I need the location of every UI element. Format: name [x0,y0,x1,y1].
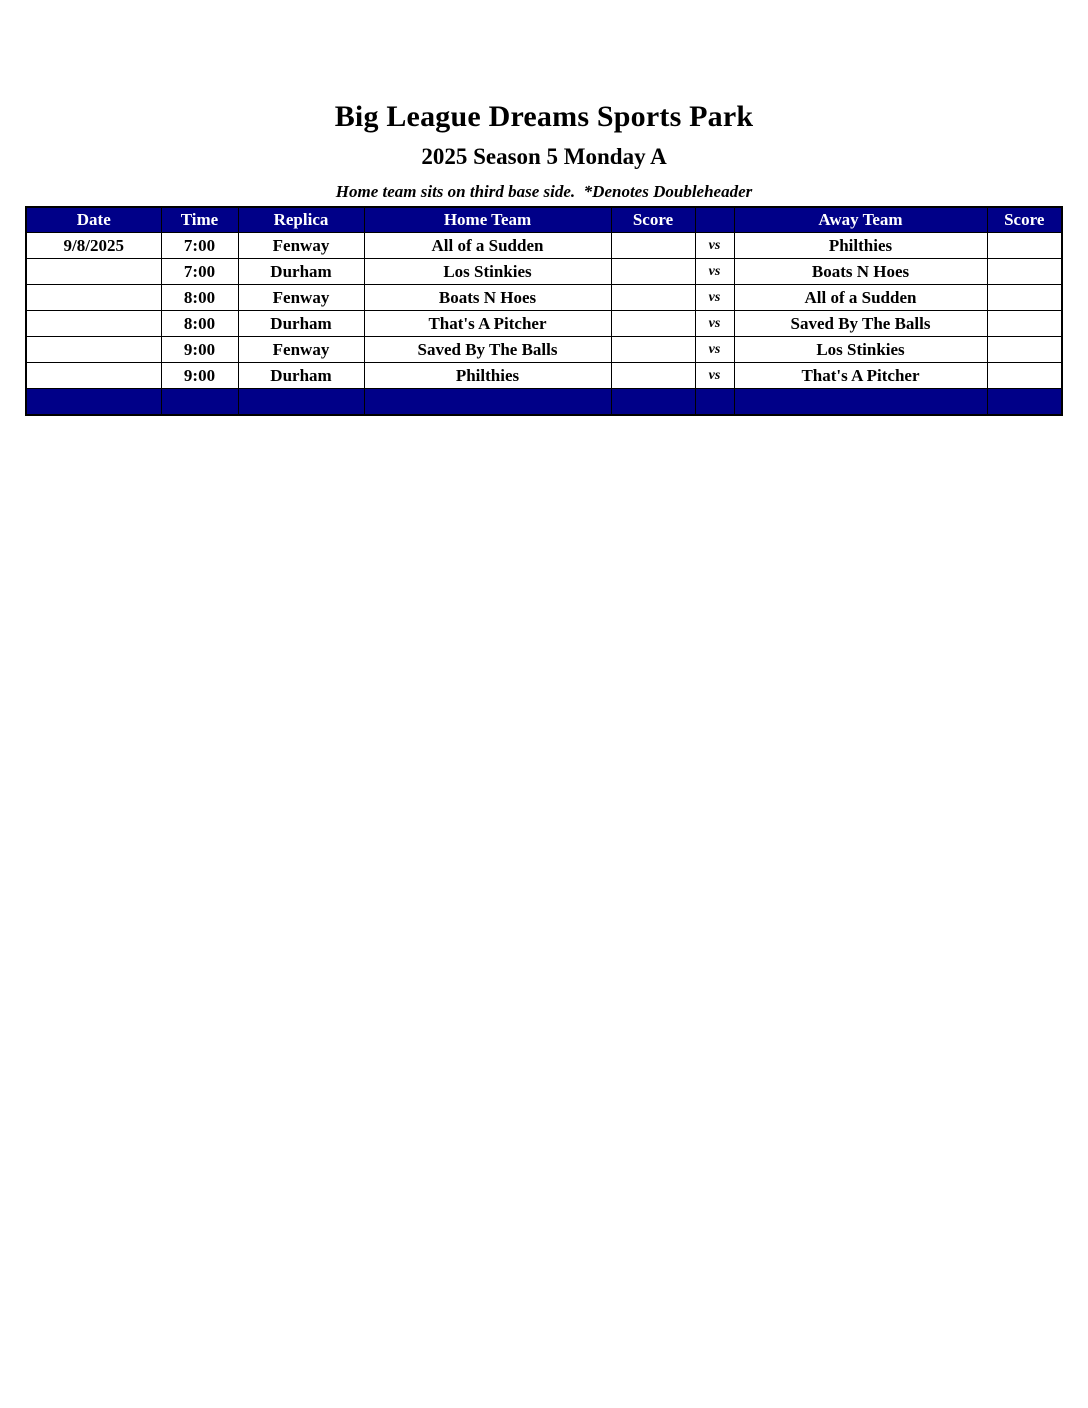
cell-away-team: Boats N Hoes [734,259,987,285]
header-row [26,207,1062,233]
cell-replica: Fenway [238,233,364,259]
footer-cell-away-team [734,389,987,416]
cell-time: 8:00 [161,311,238,337]
cell-date [26,363,161,389]
table-row [26,285,1062,311]
cell-away-score [987,233,1062,259]
col-header-date: Date [26,207,161,233]
cell-replica: Durham [238,363,364,389]
cell-replica: Fenway [238,285,364,311]
footer-cell-home-score [611,389,695,416]
cell-home-team: Boats N Hoes [364,285,611,311]
cell-time: 9:00 [161,337,238,363]
table-row [26,311,1062,337]
col-header-home-team: Home Team [364,207,611,233]
cell-away-team: That's A Pitcher [734,363,987,389]
schedule-table [25,206,1063,416]
cell-home-team: Los Stinkies [364,259,611,285]
page-note: Home team sits on third base side. *Denotes Doubleheader [335,182,753,201]
page-title: Big League Dreams Sports Park [334,100,754,133]
cell-home-team: All of a Sudden [364,233,611,259]
footer-filler-row [26,389,1062,416]
footer-cell-home-team [364,389,611,416]
col-header-away-team: Away Team [734,207,987,233]
cell-date [26,285,161,311]
cell-home-score [611,259,695,285]
cell-home-score [611,337,695,363]
cell-replica: Fenway [238,337,364,363]
cell-replica: Durham [238,311,364,337]
table-row [26,337,1062,363]
col-header-home-score: Score [611,207,695,233]
cell-time: 9:00 [161,363,238,389]
table-row [26,259,1062,285]
table-body [26,233,1062,416]
cell-vs: vs [695,311,734,337]
cell-vs: vs [695,363,734,389]
cell-replica: Durham [238,259,364,285]
cell-date: 9/8/2025 [26,233,161,259]
cell-away-score [987,363,1062,389]
cell-time: 7:00 [161,259,238,285]
cell-home-team: Saved By The Balls [364,337,611,363]
cell-date [26,259,161,285]
cell-time: 8:00 [161,285,238,311]
cell-home-score [611,233,695,259]
cell-home-team: Philthies [364,363,611,389]
cell-vs: vs [695,285,734,311]
table-row [26,233,1062,259]
cell-away-team: Saved By The Balls [734,311,987,337]
cell-away-score [987,337,1062,363]
cell-away-score [987,311,1062,337]
page-subtitle: 2025 Season 5 Monday A [421,144,667,169]
col-header-vs [695,207,734,233]
cell-home-score [611,363,695,389]
cell-time: 7:00 [161,233,238,259]
cell-away-team: All of a Sudden [734,285,987,311]
footer-cell-time [161,389,238,416]
cell-away-score [987,259,1062,285]
footer-cell-vs [695,389,734,416]
footer-cell-replica [238,389,364,416]
cell-vs: vs [695,337,734,363]
cell-vs: vs [695,233,734,259]
cell-away-team: Los Stinkies [734,337,987,363]
cell-date [26,337,161,363]
cell-away-team: Philthies [734,233,987,259]
table-row [26,363,1062,389]
cell-home-score [611,311,695,337]
col-header-replica: Replica [238,207,364,233]
footer-cell-away-score [987,389,1062,416]
cell-home-score [611,285,695,311]
cell-home-team: That's A Pitcher [364,311,611,337]
col-header-time: Time [161,207,238,233]
cell-vs: vs [695,259,734,285]
table-header [26,207,1062,233]
footer-cell-date [26,389,161,416]
col-header-away-score: Score [987,207,1062,233]
cell-away-score [987,285,1062,311]
cell-date [26,311,161,337]
